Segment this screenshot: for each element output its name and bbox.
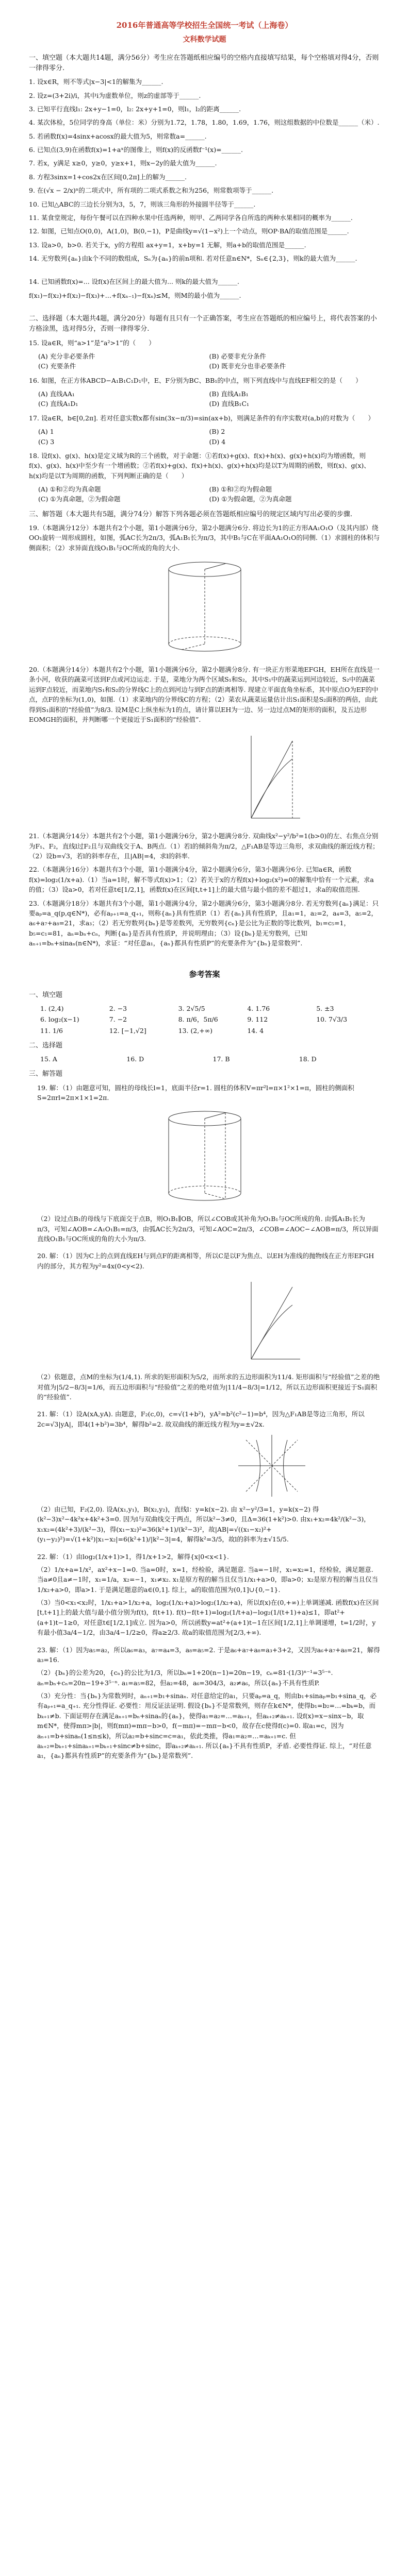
solution-19-part1: 19. 解：（1）由题意可知，圆柱的母线长l=1，底面半径r=1. 圆柱的体积V=πr²l=π×1²×1=π，圆柱的侧面积S=2πrl=2π×1×1=2π. <box>37 1083 354 1101</box>
question-1: 1. 设x∈R，则不等式|x−3|<1的解集为______. <box>29 78 163 86</box>
question-4: 4. 某次体检，5位同学的身高（单位：米）分别为1.72，1.78，1.80，1.69，1.76，则这组数据的中位数是______（米）. <box>29 118 380 127</box>
option-b: (B) 必要非充分条件 <box>209 352 266 360</box>
question-20: 20.（本题满分14分）本题共有2个小题，第1小题满分6分，第2小题满分8分. 有一块正方形菜地EFGH，EH所在直线是一条小河，收获的蔬菜可送到F点或河边运走. 于是，菜地分为两个区域S₁和S₂，其中S₁中的蔬菜运到河边较近，S₂中的蔬菜运到F点较近，而菜地内S₁和S₂的分界线C上的点到河边与到F点的距离相等. 现建立平面直角坐标系，其中原点O为EF的中点，点F的坐标为(1,0)，如图.（1）求菜地内的分界线C的方程；（2）菜农从蔬菜运量估计出S₁面积是S₂面积的两倍，由此得到S₁面积的“经验值”为8/3. 设M是C上纵坐标为1的点，请计算以EH为一边、另一边过点M的矩形的面积，及五边形EOMGH的面积，并判断哪一个更接近于S₁面积的“经验值”. <box>29 666 380 723</box>
option-b: (B) 2 <box>209 428 225 436</box>
question-22: 22.（本题满分16分）本题共有3个小题，第1小题满分4分，第2小题满分6分，第3小题满分6分. 已知a∈R，函数f(x)=log₂(1/x+a).（1）当a=1时，解不等式f(x)>1；（2）若关于x的方程f(x)+log₂(x²)=0的解集中恰有一个元素，求a的值；（3）设a>0，若对任意t∈[1/2,1]，函数f(x)在区间[t,t+1]上的最大值与最小值的差不超过1，求a的取值范围. <box>29 866 374 894</box>
fill-answer: 13. (2,+∞) <box>178 1026 213 1035</box>
part2-heading: 二、选择题（本大题共4题，满分20分）每题有且只有一个正确答案，考生应在答题纸的相应编号上，将代表答案的小方格涂黑，选对得5分，否则一律得零分. <box>29 315 377 333</box>
solution-20-part1: 20. 解：（1）因为C上的点到直线EH与到点F的距离相等，所以C是以F为焦点、以EH为准线的抛物线在正方形EFGH内的部分，其方程为y²=4x(0<y<2). <box>37 1252 374 1270</box>
option-a: (A) 充分非必要条件 <box>38 352 95 360</box>
option-c: (C) 充要条件 <box>38 362 76 370</box>
hyperbola-figure <box>29 1432 380 1499</box>
option-d: (D) 既非充分也非必要条件 <box>209 362 286 370</box>
fill-answer: 1. (2,4) <box>40 1004 64 1012</box>
question-9: 9. 在(√x − 2/x)ⁿ的二项式中，所有项的二项式系数之和为256，则常数项等于______. <box>29 187 274 195</box>
question-21: 21.（本题满分14分）本题共有2个小题，第1小题满分6分，第2小题满分8分. 双曲线x²−y²/b²=1(b>0)的左、右焦点分别为F₁、F₂，直线l过F₂且与双曲线交于A、B两点.（1）若l的倾斜角为π/2，△F₁AB是等边三角形，求双曲线的渐近线方程；（2）设b=√3，若l的斜率存在，且|AB|=4，求l的斜率. <box>29 832 379 860</box>
solution-cylinder-diagram <box>161 1106 249 1209</box>
option-a: (A) 直线AA₁ <box>38 390 75 398</box>
exam-title: 2016年普通高等学校招生全国统一考试（上海卷） <box>116 21 293 30</box>
fill-answer: 10. 7√3/3 <box>316 1015 348 1024</box>
question-17-options <box>38 427 380 447</box>
solution-field-diagram <box>241 1274 308 1367</box>
question-15-options <box>38 351 380 371</box>
option-c: (C) 直线A₁D₁ <box>38 400 78 408</box>
answers-part2-heading: 二、选择题 <box>29 1041 63 1049</box>
question-11: 11. 某食堂规定，每份午餐可以在四种水果中任选两种，则甲、乙两同学各自所选的两种水果相同的概率为______. <box>29 213 353 222</box>
fill-answers <box>40 1004 380 1036</box>
option-d: (D) 直线B₁C₁ <box>209 400 250 408</box>
solution-19-part2: （2）设过点B₁的母线与下底面交于点B，则O₁B₁∥OB，所以∠COB或其补角为O₁B₁与OC所成的角. 由弧A₁B₁长为π/3，可知∠AOB=∠A₁O₁B₁=π/3，由弧AC长为2π/3，可知∠AOC=2π/3，∠COB=∠AOC−∠AOB=π/3，所以异面直线O₁B₁与OC所成的角的大小为π/3. <box>37 1215 379 1243</box>
choice-answer: 16. D <box>126 1055 144 1063</box>
option-d: (D) 4 <box>209 437 226 446</box>
option-c: (C) ①为真命题，②为假命题 <box>38 495 121 503</box>
option-c: (C) 3 <box>38 437 55 446</box>
field-diagram <box>241 728 308 826</box>
hyperbola-diagram <box>236 1432 308 1499</box>
answers-part3-heading: 三、解答题 <box>29 1070 63 1078</box>
question-8: 8. 方程3sinx=1+cos2x在区间[0,2π]上的解为______. <box>29 173 187 181</box>
question-16-options <box>38 389 380 409</box>
cylinder-figure <box>29 556 380 659</box>
choice-answer: 18. D <box>299 1055 317 1063</box>
cylinder-diagram <box>161 556 249 659</box>
exam-subtitle: 文科数学试题 <box>183 36 226 44</box>
question-16: 16. 如图，在正方体ABCD−A₁B₁C₁D₁中，E、F分别为BC、BB₁的中点，则下列直线中与直线EF相交的是（ ） <box>29 376 362 384</box>
fill-answer: 8. π/6，5π/6 <box>178 1015 218 1024</box>
option-a: (A) 1 <box>38 428 54 436</box>
fill-answer: 7. −2 <box>109 1015 127 1024</box>
question-18: 18. 设f(x)、g(x)、h(x)是定义域为R的三个函数，对于命题：①若f(x)+g(x)、f(x)+h(x)、g(x)+h(x)均为增函数，则f(x)、g(x)、h(x)中至少有一个增函数；②若f(x)+g(x)、f(x)+h(x)、g(x)+h(x)均是以T为周期的函数，则f(x)、g(x)、h(x)均是以T为周期的函数，下列判断正确的是（ ） <box>29 451 370 480</box>
option-a: (A) ①和②均为真命题 <box>38 485 101 493</box>
option-b: (B) ①和②均为假命题 <box>209 485 272 493</box>
option-b: (B) 直线A₁B₁ <box>209 390 249 398</box>
question-7: 7. 若x，y满足 x≥0，y≥0，y≥x+1，则x−2y的最大值为______. <box>29 159 217 167</box>
solution-22-part2: （2）1/x+a=1/x²，ax²+x−1=0. 当a=0时，x=1，经检验，满足题意. 当a=−1时，x₁=x₂=1，经检验，满足题意. 当a≠0且a≠−1时，x₁=1/a，x₂=−1，x₁≠x₂. x₁是原方程的解当且仅当1/x₁+a>0，即a>0；x₂是原方程的解当且仅当1/x₂+a>0，即a>1. 于是满足题意的a∈(0,1]. 综上，a的取值范围为(0,1]∪{0,−1}. <box>37 1565 378 1594</box>
question-18-options <box>38 484 380 504</box>
solution-21-part1: 21. 解：（1）设A(xA,yA). 由题意，F₂(c,0)，c=√(1+b²)，yA²=b²(c²−1)=b⁴，因为△F₁AB是等边三角形，所以2c=√3|yA|，即4(1+b²)=3b⁴，解得b²=2. 故双曲线的渐近线方程为y=±√2x. <box>37 1410 365 1428</box>
question-23: 23.（本题满分18分）本题共有3个小题，第1小题满分4分，第2小题满分6分，第3小题满分8分. 若无穷数列{aₙ}满足：只要aₚ=a_q(p,q∈N*)，必有aₚ₊₁=a_q₊₁，则称{aₙ}具有性质P.（1）若{aₙ}具有性质P，且a₁=1，a₂=2，a₄=3，a₅=2，a₆+a₇+a₈=21，求a₃；（2）若无穷数列{bₙ}是等差数列，无穷数列{cₙ}是公比为正数的等比数列，b₁=c₅=1，b₅=c₁=81，aₙ=bₙ+cₙ，判断{aₙ}是否具有性质P，并说明理由；（3）设{bₙ}是无穷数列，已知aₙ₊₁=bₙ+sinaₙ(n∈N*)，求证：“对任意a₁，{aₙ}都具有性质P”的充要条件为“{bₙ}是常数列”. <box>29 899 379 947</box>
answers-title: 参考答案 <box>189 970 220 979</box>
fill-answer: 2. −3 <box>109 1004 127 1012</box>
fill-answer: 6. log₂(x−1) <box>40 1015 79 1024</box>
question-2: 2. 设z=(3+2i)/i，其中i为虚数单位，则z的虚部等于______. <box>29 91 201 99</box>
part1-heading: 一、填空题（本大题共14题，满分56分）考生应在答题纸相应编号的空格内直接填写结果，每个空格填对得4分，否则一律得零分. <box>29 54 379 73</box>
fill-answer: 11. 1/6 <box>40 1026 63 1035</box>
question-6: 6. 已知点(3,9)在函数f(x)=1+aˣ的图像上，则f(x)的反函数f⁻¹(x)=______. <box>29 146 243 154</box>
fill-answer: 9. 112 <box>247 1015 268 1024</box>
question-14-extra-2: f(x₁)−f(x₂)+f(x₂)−f(x₃)+…+f(xₙ₋₁)−f(xₙ)≤M，则M的最小值为______. <box>29 291 241 299</box>
question-5: 5. 若函数f(x)=4sinx+acosx的最大值为5，则常数a=______. <box>29 132 207 140</box>
question-14-extra-1: 14. 已知函数f(x)=... 设f(x)在区间上的最大值为... 则k的最大值为______. <box>29 278 240 286</box>
choice-answer: 15. A <box>40 1055 57 1063</box>
part3-heading: 三、解答题（本大题共有5题，满分74分）解答下列各题必须在答题纸相应编号的规定区域内写出必要的步骤. <box>29 510 352 518</box>
solution-22-part1: 22. 解：（1）由log₂(1/x+1)>1，得1/x+1>2，解得{x|0<x<1}. <box>37 1552 230 1561</box>
question-17: 17. 设a∈R，b∈[0,2π]. 若对任意实数x都有sin(3x−π/3)=sin(ax+b)，则满足条件的有序实数对(a,b)的对数为（ ） <box>29 414 374 422</box>
solution-23-part2: （2）{bₙ}的公差为20，{cₙ}的公比为1/3，所以bₙ=1+20(n−1)=20n−19，cₙ=81·(1/3)ⁿ⁻¹=3⁵⁻ⁿ. aₙ=bₙ+cₙ=20n−19+3⁵⁻ⁿ. a₁=a₅=82，但a₂=48，a₆=304/3，a₂≠a₆，所以{aₙ}不具有性质P. <box>37 1669 333 1687</box>
solution-22-part3: （3）当0<x₁<x₂时，1/x₁+a>1/x₂+a，log₂(1/x₁+a)>log₂(1/x₂+a)，所以f(x)在(0,+∞)上单调递减. 函数f(x)在区间[t,t+1]上的最大值与最小值分别为f(t)，f(t+1). f(t)−f(t+1)=log₂(1/t+a)−log₂(1/(t+1)+a)≤1，即at²+(a+1)t−1≥0，对任意t∈[1/2,1]成立. 因为a>0，所以函数y=at²+(a+1)t−1在区间[1/2,1]上单调递增，t=1/2时，y有最小值3a/4−1/2，由3a/4−1/2≥0，得a≥2/3. 故a的取值范围为[2/3,+∞). <box>37 1599 379 1637</box>
choice-answer: 17. B <box>212 1055 230 1063</box>
answers-part1-heading: 一、填空题 <box>29 991 63 999</box>
solution-field-figure <box>29 1274 380 1367</box>
question-19: 19.（本题满分12分）本题共有2个小题，第1小题满分6分，第2小题满分6分. 将边长为1的正方形AA₁O₁O（及其内部）绕OO₁旋转一周形成圆柱，如图，弧AC长为2π/3，弧A₁B₁长为π/3，其中B₁与C在平面AA₁O₁O的同侧.（1）求圆柱的体积与侧面积；（2）求异面直线O₁B₁与OC所成的角的大小. <box>29 523 380 552</box>
choice-answers <box>40 1054 380 1064</box>
field-figure <box>29 728 380 826</box>
question-10: 10. 已知△ABC的三边长分别为3，5，7，则该三角形的外接圆半径等于______. <box>29 200 256 208</box>
solution-20-part2: （2）依题意，点M的坐标为(1/4,1). 所求的矩形面积为5/2，而所求的五边形面积为11/4. 矩形面积与“经验值”之差的绝对值为|5/2−8/3|=1/6，而五边形面积与“经验值”之差的绝对值为|11/4−8/3|=1/12，所以五边形面积更接近于S₁面积的“经验值”. <box>37 1373 380 1401</box>
solution-23-part1: 23. 解：（1）因为a₅=a₂，所以a₆=a₃，a₇=a₄=3，a₈=a₅=2. 于是a₆+a₇+a₈=a₃+3+2，又因为a₆+a₇+a₈=21，解得a₃=16. <box>37 1646 380 1664</box>
option-d: (D) ①为假命题，②为真命题 <box>209 495 292 503</box>
solution-21-part2: （2）由已知，F₂(2,0). 设A(x₁,y₁)，B(x₂,y₂)，直线l：y=k(x−2). 由 x²−y²/3=1，y=k(x−2) 得(k²−3)x²−4k²x+4k²+3=0. 因为l与双曲线交于两点，所以k²−3≠0，且Δ=36(1+k²)>0. 由x₁+x₂=4k²/(k²−3)，x₁x₂=(4k²+3)/(k²−3)，得(x₁−x₂)²=36(k²+1)/(k²−3)²，故|AB|=√((x₁−x₂)²+(y₁−y₂)²)=√(1+k²)|x₁−x₂|=6(k²+1)/|k²−3|=4，解得k²=3/5，故l的斜率为±√15/5. <box>37 1505 370 1544</box>
question-15: 15. 设a∈R，则“a>1”是“a²>1”的（ ） <box>29 338 155 347</box>
solution-23-part3: （3）充分性：当{bₙ}为常数列时，aₙ₊₁=b₁+sinaₙ. 对任意给定的a₁，只要aₚ=a_q，则由b₁+sinaₚ=b₁+sina_q，必有aₚ₊₁=a_q₊₁. 充分性得证. 必要性：用反证法证明. 假设{bₙ}不是常数列，则存在k∈N*，使得b₁=b₂=…=bₖ=b，而bₖ₊₁≠b. 下面证明存在满足aₙ₊₁=bₙ+sinaₙ的{aₙ}，使得a₁=a₂=…=aₖ₊₁，但aₖ₊₂≠aₖ₊₁. 设f(x)=x−sinx−b，取m∈N*，使得mπ>|b|，则f(mπ)=mπ−b>0，f(−mπ)=−mπ−b<0，故存在c使得f(c)=0. 取a₁=c，因为aₙ₊₁=b+sinaₙ(1≤n≤k)，所以a₂=b+sinc=c=a₁，依此类推，得a₁=a₂=…=aₖ₊₁=c. 但aₖ₊₂=bₖ₊₁+sinaₖ₊₁=bₖ₊₁+sinc≠b+sinc，即aₖ₊₂≠aₖ₊₁. 所以{aₙ}不具有性质P，矛盾. 必要性得证. 综上，“对任意a₁，{aₙ}都具有性质P”的充要条件为“{bₙ}是常数列”. <box>37 1692 377 1760</box>
fill-answer: 4. 1.76 <box>247 1004 270 1012</box>
fill-answer: 5. ±3 <box>316 1004 334 1012</box>
question-12: 12. 如图，已知点O(0,0)，A(1,0)，B(0,−1)，P是曲线y=√(1−x²)上一个动点，则OP·BA的取值范围是______. <box>29 227 349 235</box>
question-14: 14. 无穷数列{aₙ}由k个不同的数组成，Sₙ为{aₙ}的前n项和. 若对任意n∈N*，Sₙ∈{2,3}，则k的最大值为______. <box>29 255 357 263</box>
question-13: 13. 设a>0，b>0. 若关于x，y的方程组 ax+y=1，x+by=1 无解，则a+b的取值范围是______. <box>29 241 306 249</box>
fill-answer: 12. [−1,√2] <box>109 1026 146 1035</box>
question-3: 3. 已知平行直线l₁: 2x+y−1=0，l₂: 2x+y+1=0，则l₁，l₂的距离______. <box>29 105 241 113</box>
solution-cylinder-figure <box>29 1106 380 1209</box>
fill-answer: 14. 4 <box>247 1026 264 1035</box>
fill-answer: 3. 2√5/5 <box>178 1004 205 1012</box>
